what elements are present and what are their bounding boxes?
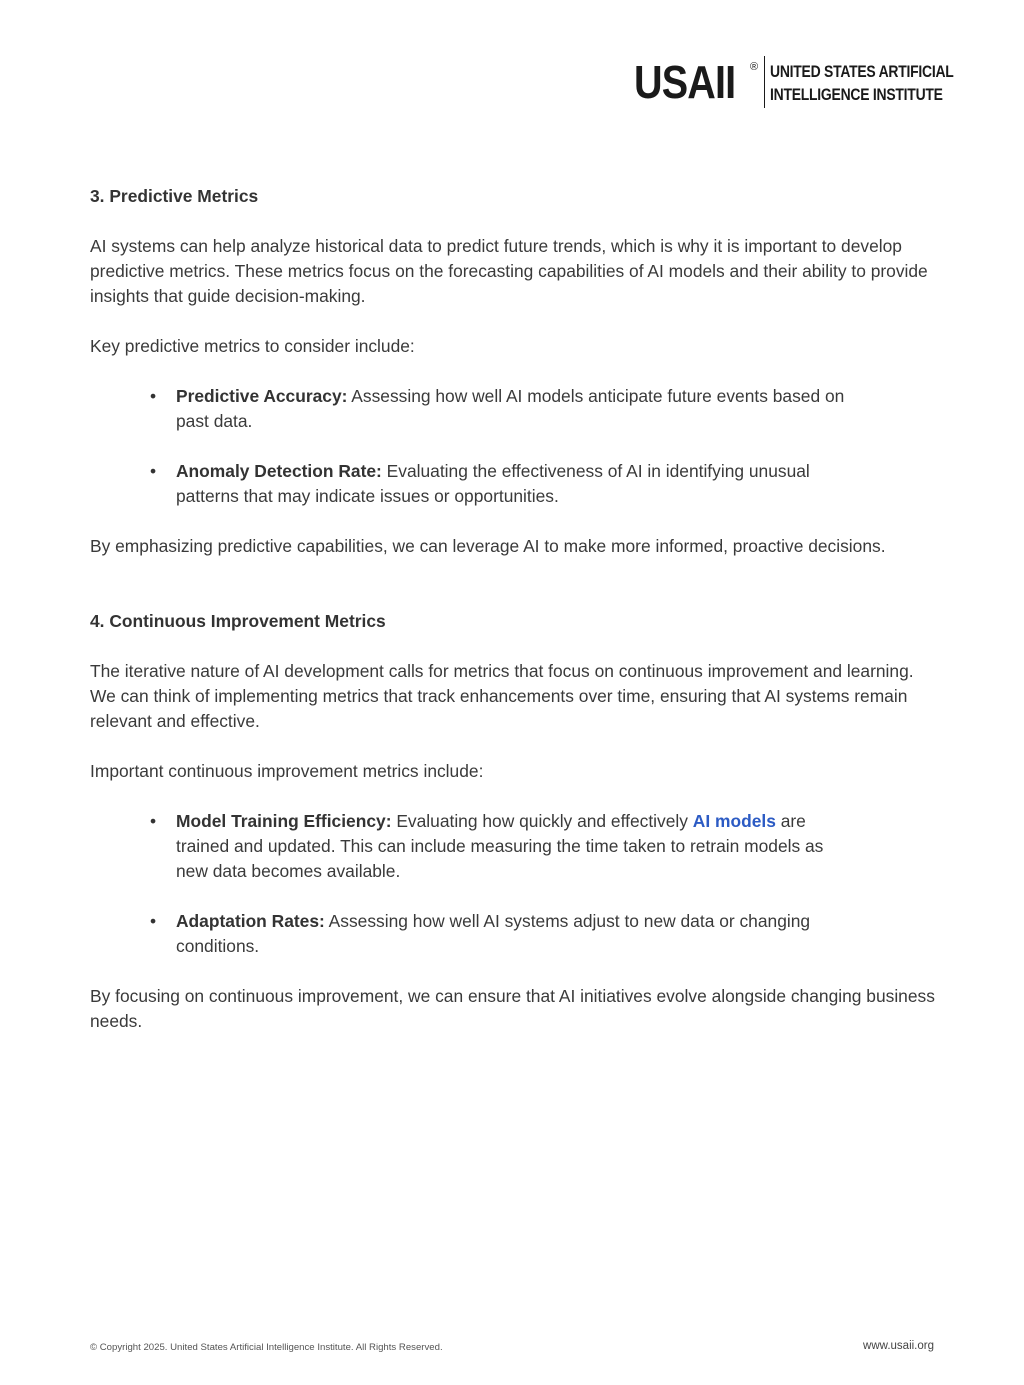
footer-website[interactable]: www.usaii.org <box>863 1340 934 1352</box>
bullet-term: Predictive Accuracy: <box>176 386 348 406</box>
list-item <box>176 384 856 434</box>
continuous-improvement-list <box>90 809 856 959</box>
section-4-closing: By focusing on continuous improvement, we can ensure that AI initiatives evolve alongside changing business needs. <box>90 986 935 1031</box>
section-3-intro: AI systems can help analyze historical data to predict future trends, which is why it is important to develop predictive metrics. These metrics focus on the forecasting capabilities of AI models and their ability to provide insights that guide decision-making. <box>90 236 928 306</box>
section-3-lead: Key predictive metrics to consider include: <box>90 336 415 356</box>
bullet-text: Evaluating how quickly and effectively <box>391 811 693 831</box>
bullet-term: Model Training Efficiency: <box>176 811 392 831</box>
list-item <box>176 909 856 959</box>
registered-mark: ® <box>750 61 759 73</box>
section-3-heading: 3. Predictive Metrics <box>90 186 259 206</box>
bullet-text: Evaluating the effectiveness of AI in identifying unusual patterns that may indicate issues or opportunities. <box>176 461 810 506</box>
logo-line-2: INTELLIGENCE INSTITUTE <box>770 85 943 104</box>
logo-institute-name <box>770 60 954 106</box>
bullet-term: Adaptation Rates: <box>176 911 325 931</box>
document-body <box>90 184 940 1034</box>
section-4-intro: The iterative nature of AI development calls for metrics that focus on continuous improvement and learning. We can think of implementing metrics that track enhancements over time, ensuring that AI systems remain relevant and effective. <box>90 661 914 731</box>
list-item <box>176 809 856 884</box>
predictive-metrics-list <box>90 384 856 509</box>
bullet-text: are trained and updated. This can include measuring the time taken to retrain models as new data becomes available. <box>176 811 824 881</box>
list-item <box>176 459 856 509</box>
footer-copyright: © Copyright 2025. United States Artificial Intelligence Institute. All Rights Reserved. <box>90 1342 443 1353</box>
logo-mark: USAII <box>634 56 736 108</box>
bullet-text: Assessing how well AI systems adjust to new data or changing conditions. <box>176 911 811 956</box>
section-3-closing: By emphasizing predictive capabilities, we can leverage AI to make more informed, proactive decisions. <box>90 536 886 556</box>
logo-divider <box>764 56 765 108</box>
section-4-heading: 4. Continuous Improvement Metrics <box>90 611 386 631</box>
ai-models-link[interactable]: AI models <box>692 811 776 831</box>
logo-line-1: UNITED STATES ARTIFICIAL <box>770 62 954 81</box>
section-4-lead: Important continuous improvement metrics include: <box>90 761 484 781</box>
usaii-logo <box>634 56 994 108</box>
bullet-term: Anomaly Detection Rate: <box>176 461 382 481</box>
bullet-text: Assessing how well AI models anticipate future events based on past data. <box>176 386 845 431</box>
